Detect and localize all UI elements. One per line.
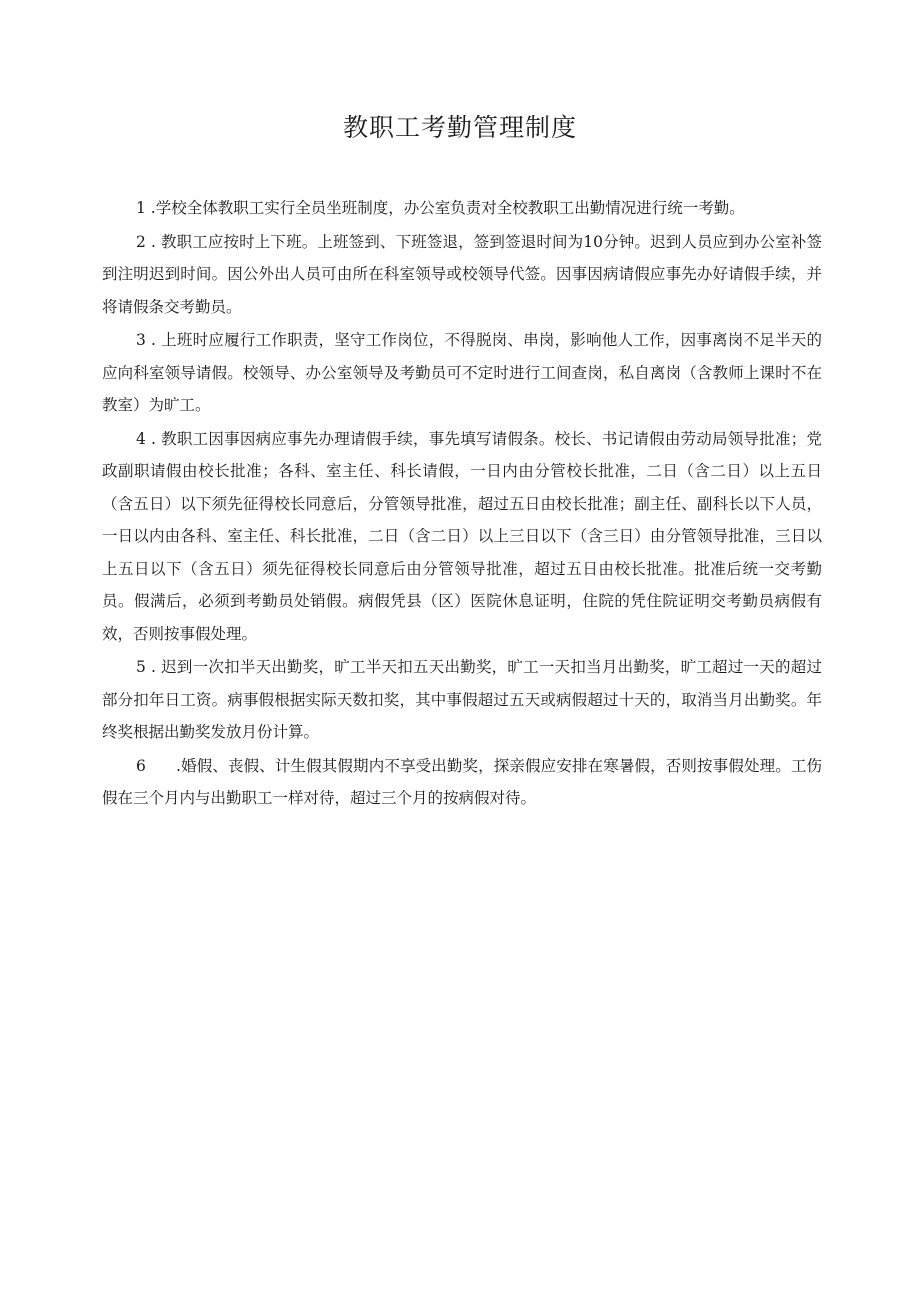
clause-6: [102, 750, 822, 815]
clause-text: .婚假、丧假、计生假其假期内不享受出勤奖，探亲假应安排在寒暑假，否则按事假处理。工伤假在三个月内与出勤职工一样对待，超过三个月的按病假对待。: [102, 756, 822, 807]
clause-text: . 迟到一次扣半天出勤奖，旷工半天扣五天出勤奖，旷工一天扣当月出勤奖，旷工超过一天的超过部分扣年日工资。病事假根据实际天数扣奖，其中事假超过五天或病假超过十天的，取消当月出勤奖。年终奖根据出勤奖发放月份计算。: [102, 658, 822, 741]
clause-text: .学校全体教职工实行全员坐班制度，办公室负责对全校教职工出勤情况进行统一考勤。: [145, 199, 745, 217]
clause-text: . 上班时应履行工作职责，坚守工作岗位，不得脱岗、串岗，影响他人工作，因事离岗不足半天的应向科室领导请假。校领导、办公室领导及考勤员可不定时进行工间查岗，私自离岗（含教师上课时不在教室）为旷工。: [102, 331, 822, 414]
clause-5: [102, 651, 822, 749]
clause-2: [102, 226, 822, 324]
page-title: 教职工考勤管理制度: [342, 113, 577, 142]
clause-number: 4: [136, 429, 146, 448]
clause-number: 2: [136, 232, 146, 251]
clause-number: 6: [136, 756, 146, 775]
clause-4: [102, 423, 822, 651]
clause-number: 3: [136, 331, 146, 349]
clause-number: 1: [136, 199, 146, 217]
clause-text: . 教职工应按时上下班。上班签到、下班签退，签到签退时间为10分钟。迟到人员应到办公室补签到注明迟到时间。因公外出人员可由所在科室领导或校领导代签。因事因病请假应事先办好请假手续，并将请假条交考勤员。: [102, 232, 822, 316]
document-body: [102, 192, 822, 816]
clause-3: [102, 324, 822, 422]
clause-1: [102, 192, 822, 225]
clause-text: . 教职工因事因病应事先办理请假手续，事先填写请假条。校长、书记请假由劳动局领导批准；党政副职请假由校长批准；各科、室主任、科长请假，一日内由分管校长批准，二日（含二日）以上五日（含五日）以下须先征得校长同意后，分管领导批准，超过五日由校长批准；副主任、副科长以下人员，一日以内由各科、室主任、科长批准，二日（含二日）以上三日以下（含三日）由分管领导批准，三日以上五日以下（含五日）须先征得校长同意后由分管领导批准，超过五日由校长批准。批准后统一交考勤员。假满后，必须到考勤员处销假。病假凭县（区）医院休息证明，住院的凭住院证明交考勤员病假有效，否则按事假处理。: [102, 429, 822, 643]
clause-number: 5: [136, 658, 146, 676]
